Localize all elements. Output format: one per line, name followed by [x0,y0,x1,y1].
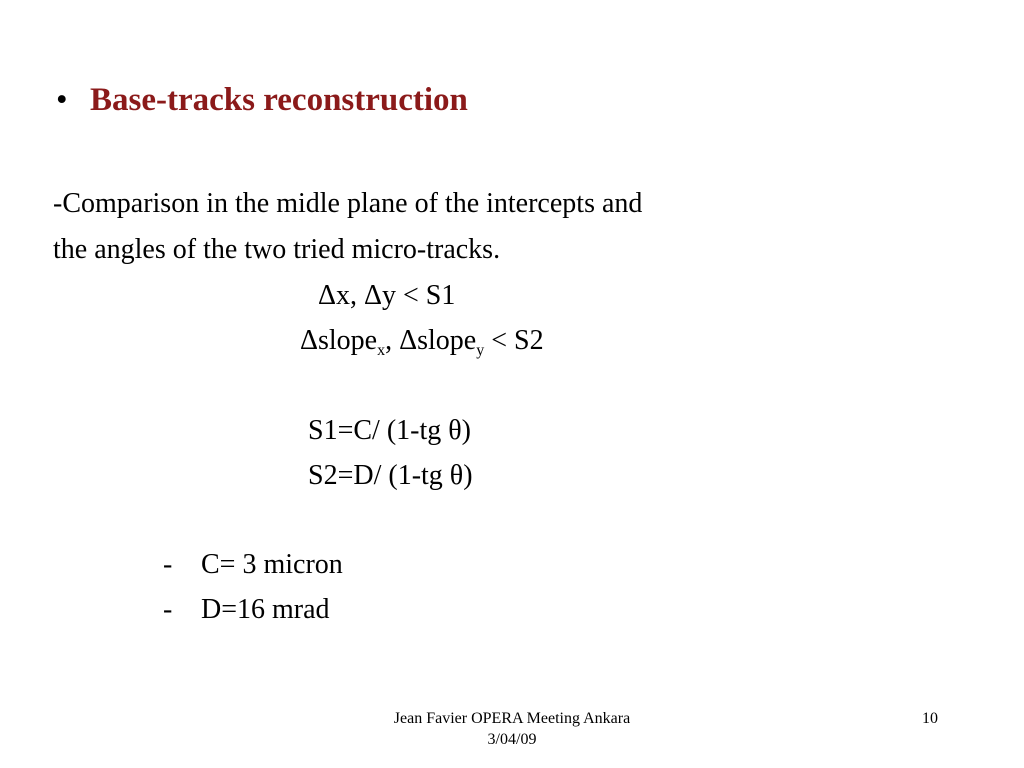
param-c-text: C= 3 micron [201,549,343,580]
slope-delta-x: Δslope [300,325,378,356]
footer [330,708,694,750]
slope-delta-y: , Δslope [385,325,477,356]
slope-subscript-y: y [476,342,485,359]
param-dash: - [163,549,173,580]
footer-date: 3/04/09 [487,731,537,748]
comparison-line-1: -Comparison in the midle plane of the intercepts and [53,188,643,219]
param-d [163,594,330,626]
param-d-text: D=16 mrad [201,594,330,625]
formula-s1: S1=C/ (1-tg θ) [308,415,471,446]
page-number: 10 [922,710,938,727]
param-c [163,549,343,581]
slope-threshold: < S2 [484,325,544,356]
condition-position: Δx, Δy < S1 [318,280,456,311]
comparison-line-2: the angles of the two tried micro-tracks. [53,234,501,265]
bullet-icon: • [56,82,68,118]
formula-s2: S2=D/ (1-tg θ) [308,460,473,491]
footer-author-event: Jean Favier OPERA Meeting Ankara [393,710,631,727]
condition-slope [300,325,544,367]
slope-subscript-x: x [377,342,386,359]
slide-heading [56,82,468,119]
param-dash: - [163,594,173,625]
heading-text: Base-tracks reconstruction [90,82,468,118]
